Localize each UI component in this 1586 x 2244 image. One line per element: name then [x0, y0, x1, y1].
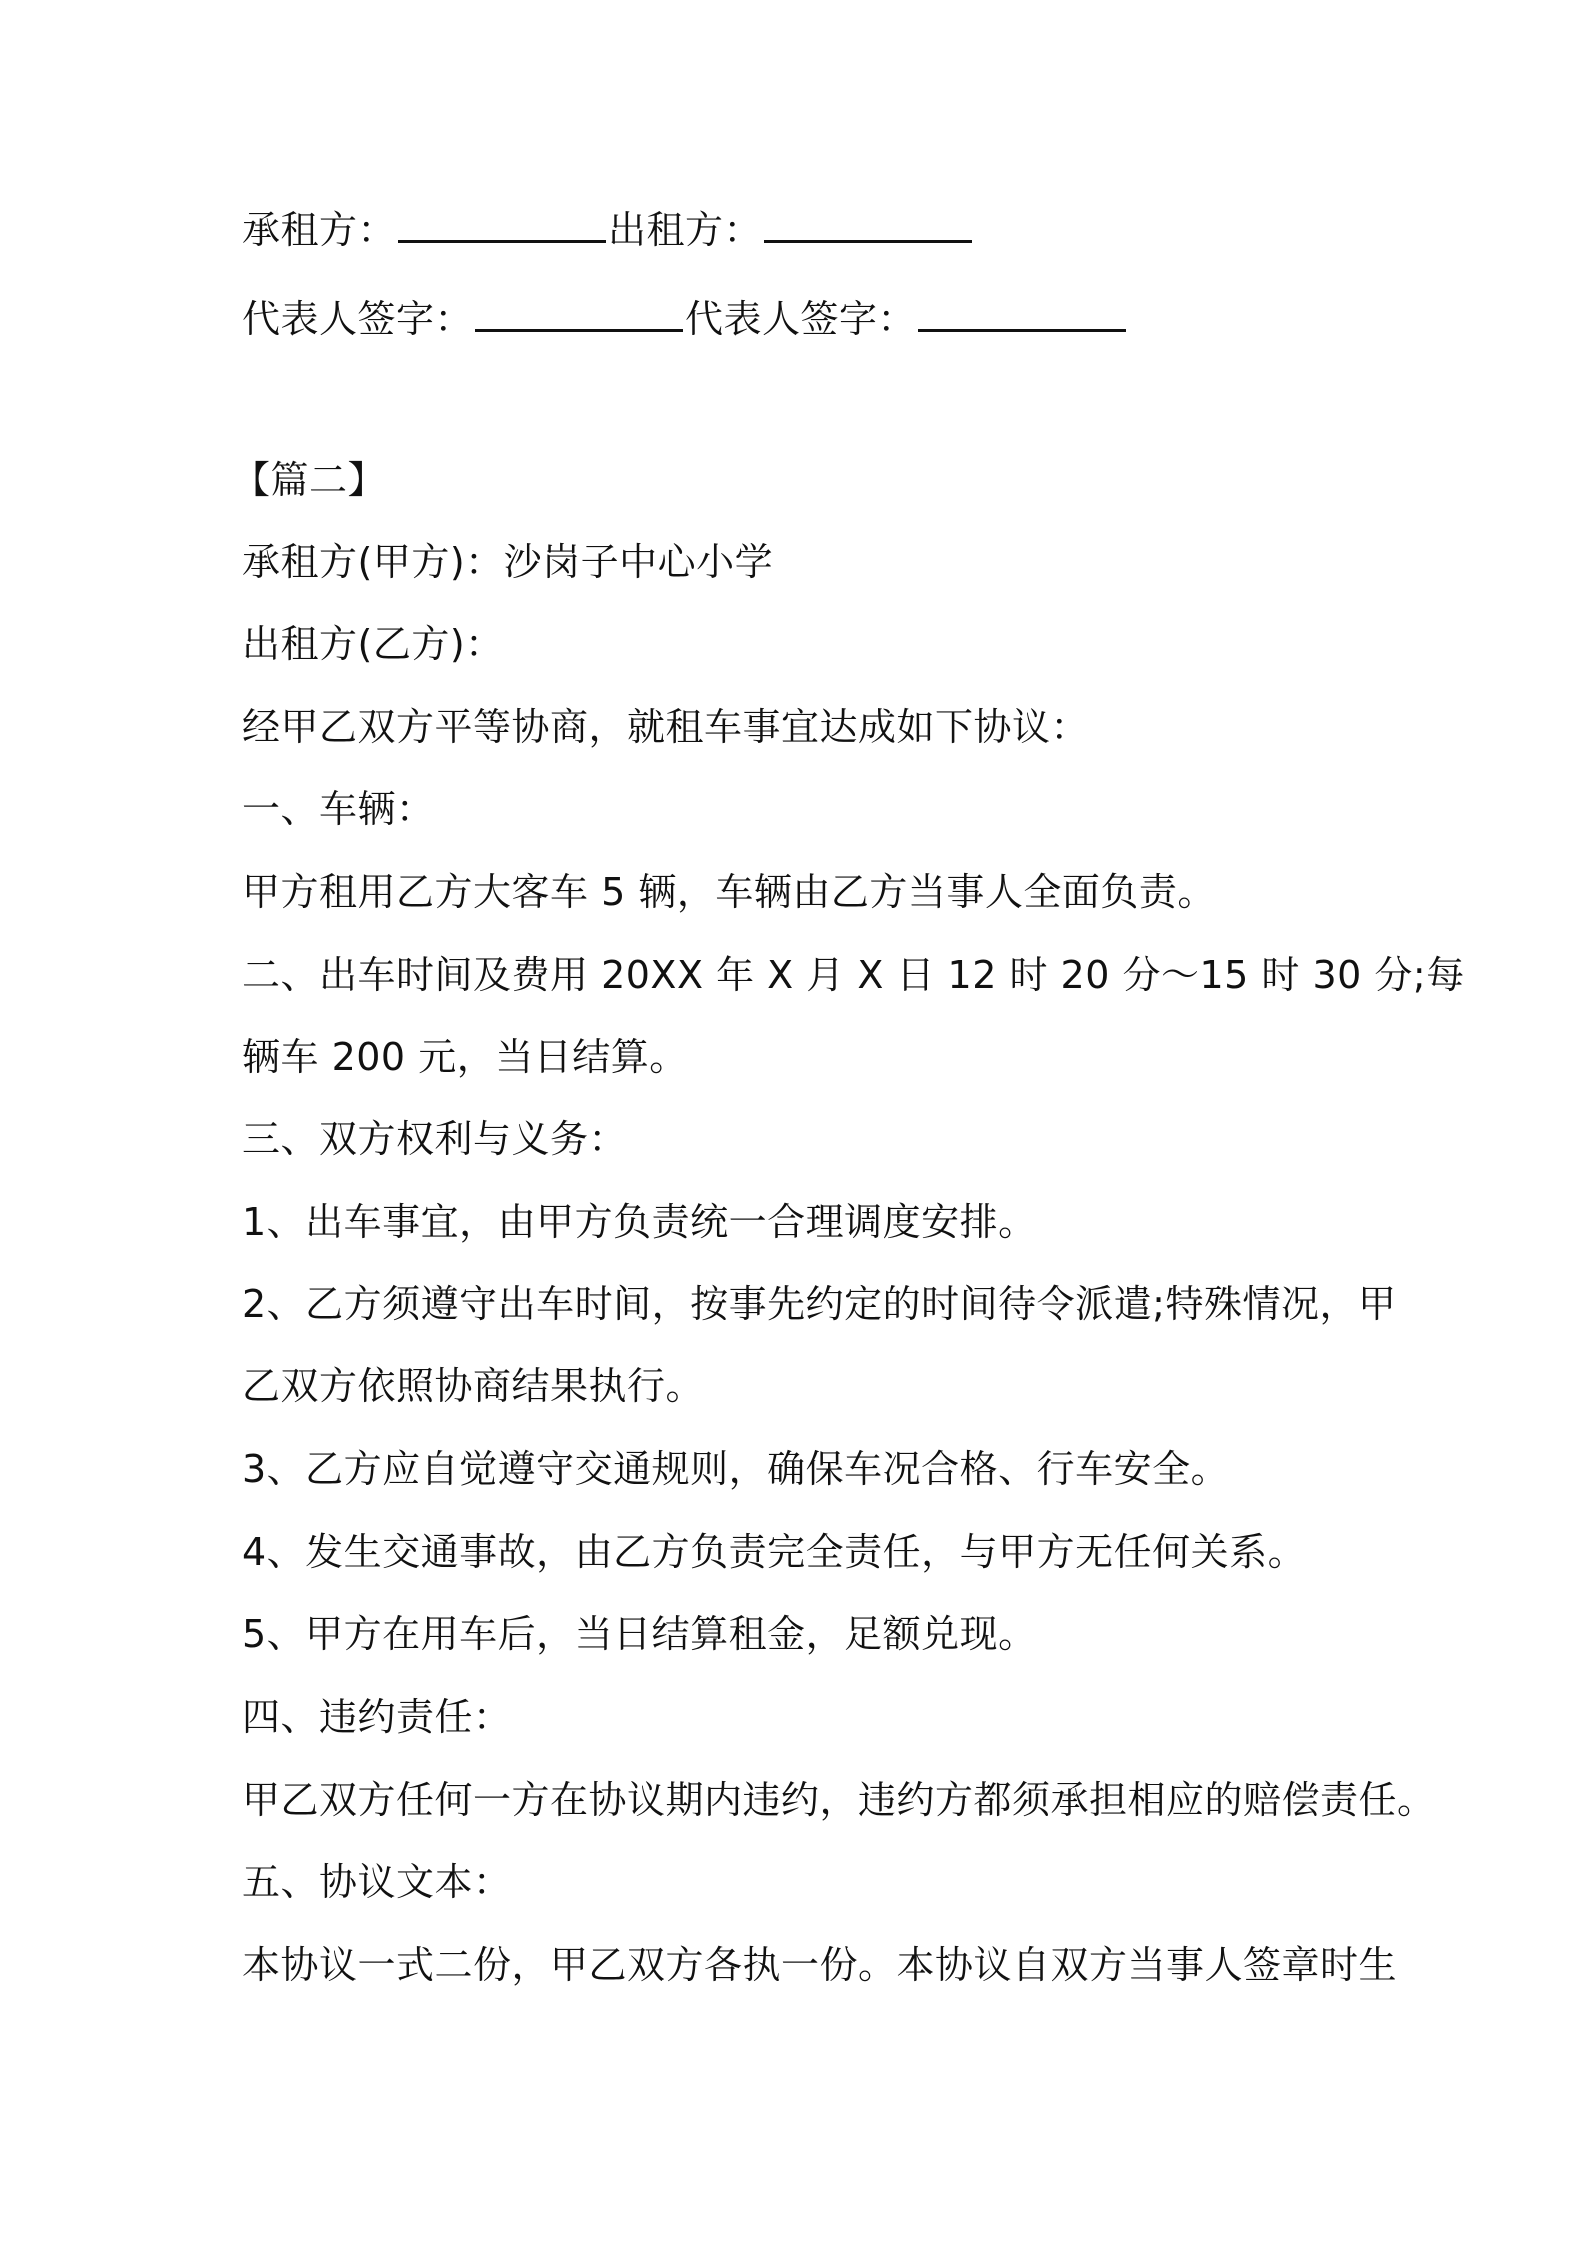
- agreement-intro: 经甲乙双方平等协商，就租车事宜达成如下协议：: [242, 705, 1090, 749]
- clause-3-item-4: 4、发生交通事故，由乙方负责完全责任，与甲方无任何关系。: [242, 1530, 1307, 1574]
- clause-3-title: 三、双方权利与义务：: [242, 1117, 628, 1161]
- representative-1-signature-blank[interactable]: [475, 293, 683, 332]
- lessee-signature-blank[interactable]: [398, 204, 606, 243]
- representative-2-signature-blank[interactable]: [918, 293, 1126, 332]
- clause-3-item-3: 3、乙方应自觉遵守交通规则，确保车况合格、行车安全。: [242, 1447, 1230, 1491]
- lessor-label: 出租方：: [608, 208, 763, 252]
- clause-3-item-2-line-1: 2、乙方须遵守出车时间，按事先约定的时间待令派遣;特殊情况，甲: [242, 1282, 1397, 1326]
- clause-1-title: 一、车辆：: [242, 787, 435, 831]
- section-title: 【篇二】: [232, 458, 387, 502]
- representative-2-label: 代表人签字：: [685, 297, 917, 341]
- representative-1-label: 代表人签字：: [242, 297, 474, 341]
- clause-2-line-1: 二、出车时间及费用 20XX 年 X 月 X 日 12 时 20 分～15 时 30 分;每: [242, 953, 1465, 997]
- signature-row-lessee-lessor: [242, 204, 1392, 252]
- clause-2-line-2: 辆车 200 元，当日结算。: [242, 1035, 688, 1079]
- clause-5-title: 五、协议文本：: [242, 1860, 512, 1904]
- party-lessee: 承租方(甲方)：沙岗子中心小学: [242, 540, 774, 584]
- signature-row-representatives: [242, 293, 1392, 341]
- clause-4-title: 四、违约责任：: [242, 1695, 512, 1739]
- clause-3-item-5: 5、甲方在用车后，当日结算租金，足额兑现。: [242, 1612, 1037, 1656]
- clause-4-body: 甲乙双方任何一方在协议期内违约，违约方都须承担相应的赔偿责任。: [242, 1778, 1436, 1822]
- clause-3-item-2-line-2: 乙双方依照协商结果执行。: [242, 1364, 705, 1408]
- party-lessor: 出租方(乙方)：: [242, 622, 504, 666]
- clause-1-body: 甲方租用乙方大客车 5 辆，车辆由乙方当事人全面负责。: [242, 870, 1216, 914]
- clause-5-body: 本协议一式二份，甲乙双方各执一份。本协议自双方当事人签章时生: [242, 1943, 1398, 1987]
- clause-3-item-1: 1、出车事宜，由甲方负责统一合理调度安排。: [242, 1200, 1037, 1244]
- lessor-signature-blank[interactable]: [764, 204, 972, 243]
- lessee-label: 承租方：: [242, 208, 397, 252]
